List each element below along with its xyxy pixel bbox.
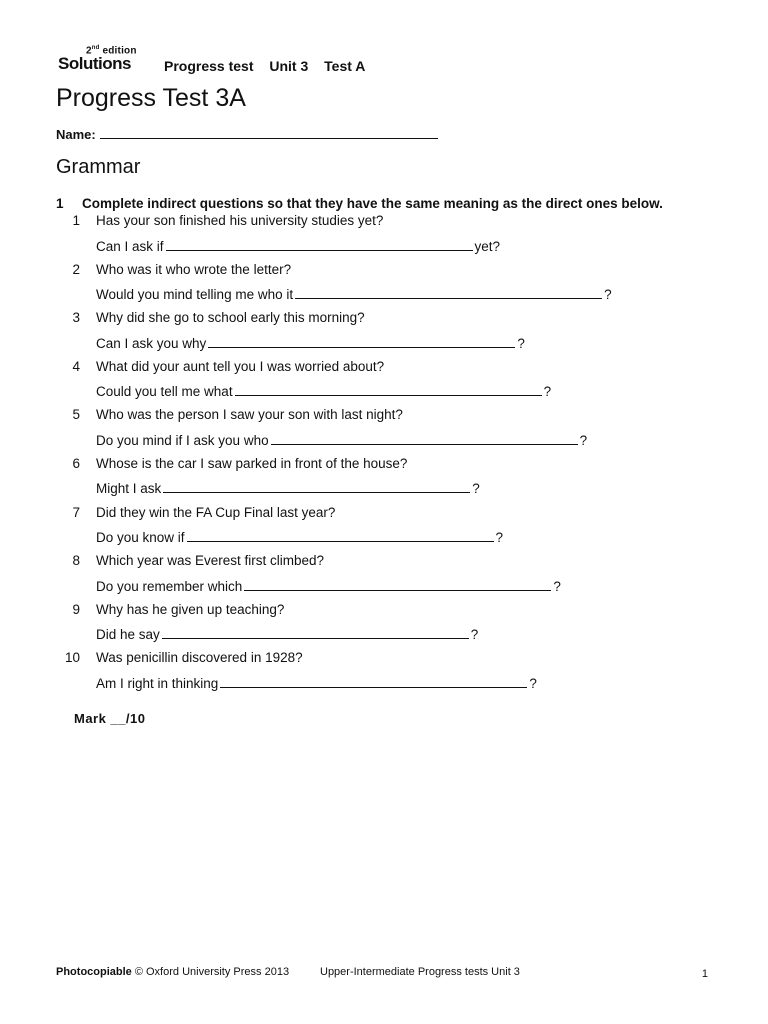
- answer-prefix: Can I ask you why: [96, 335, 207, 351]
- answer-blank[interactable]: [163, 480, 470, 493]
- header-item-test: Test A: [324, 58, 366, 74]
- answer-line: [96, 432, 587, 448]
- name-label: Name:: [56, 127, 96, 142]
- answer-blank[interactable]: [166, 238, 473, 251]
- answer-line: [96, 578, 561, 594]
- answer-line: [96, 238, 500, 254]
- question-number: 3: [72, 310, 80, 326]
- answer-suffix: ?: [604, 287, 612, 303]
- edition-word: edition: [102, 45, 137, 57]
- page-title: Progress Test 3A: [56, 84, 246, 112]
- direct-question: Whose is the car I saw parked in front of the house?: [96, 455, 408, 471]
- question-list: [0, 213, 768, 699]
- answer-prefix: Can I ask if: [96, 238, 164, 254]
- mark-score: Mark __/10: [74, 711, 146, 726]
- answer-line: [96, 480, 480, 496]
- question-item: [0, 213, 768, 262]
- answer-line: [96, 529, 503, 545]
- answer-prefix: Did he say: [96, 627, 160, 643]
- name-blank[interactable]: [100, 126, 438, 139]
- answer-suffix: ?: [472, 481, 480, 497]
- answer-suffix: ?: [543, 384, 552, 400]
- footer-copyright: [56, 966, 289, 978]
- direct-question: Did they win the FA Cup Final last year?: [96, 504, 336, 520]
- question-number: 10: [64, 650, 80, 666]
- direct-question: Has your son finished his university studies yet?: [96, 213, 384, 228]
- answer-blank[interactable]: [208, 335, 515, 348]
- page-number: 1: [701, 968, 708, 980]
- answer-prefix: Am I right in thinking: [96, 675, 219, 691]
- question-item: [0, 407, 768, 456]
- header-item-unit: Unit 3: [269, 58, 309, 74]
- answer-suffix: ?: [470, 627, 479, 643]
- answer-prefix: Might I ask: [96, 481, 162, 497]
- direct-question: What did your aunt tell you I was worried about?: [96, 358, 385, 374]
- footer-course: Upper-Intermediate Progress tests Unit 3: [320, 966, 520, 978]
- answer-suffix: ?: [579, 432, 588, 448]
- answer-prefix: Do you mind if I ask you who: [96, 432, 269, 448]
- section-title: Grammar: [56, 156, 141, 178]
- answer-prefix: Would you mind telling me who it: [96, 287, 294, 303]
- direct-question: Why did she go to school early this morning?: [96, 310, 365, 326]
- answer-blank[interactable]: [162, 626, 469, 639]
- question-number: 6: [72, 455, 80, 471]
- header-item-progress-test: Progress test: [164, 58, 254, 74]
- question-item: [0, 310, 768, 359]
- answer-line: [96, 335, 525, 351]
- direct-question: Was penicillin discovered in 1928?: [96, 650, 303, 666]
- direct-question: Why has he given up teaching?: [96, 601, 285, 617]
- answer-blank[interactable]: [295, 286, 602, 299]
- answer-line: [96, 675, 537, 691]
- answer-line: [96, 286, 612, 302]
- answer-prefix: Could you tell me what: [96, 384, 233, 400]
- question-item: [0, 602, 768, 651]
- edition-number: 2: [86, 45, 92, 57]
- answer-blank[interactable]: [235, 383, 542, 396]
- logo-name: Solutions: [58, 54, 131, 73]
- answer-blank[interactable]: [187, 529, 494, 542]
- answer-suffix: ?: [529, 675, 537, 691]
- page-footer: [56, 966, 708, 978]
- direct-question: Who was the person I saw your son with last night?: [96, 407, 403, 423]
- question-item: [0, 456, 768, 505]
- solutions-logo: [58, 44, 148, 74]
- direct-question: Which year was Everest first climbed?: [96, 553, 325, 569]
- exercise-number: 1: [56, 196, 64, 211]
- answer-blank[interactable]: [244, 578, 551, 591]
- question-number: 8: [72, 553, 80, 569]
- answer-blank[interactable]: [271, 432, 578, 445]
- question-item: [0, 262, 768, 311]
- question-item: [0, 650, 768, 699]
- question-item: [0, 505, 768, 554]
- question-item: [0, 553, 768, 602]
- edition-suffix: nd: [91, 45, 100, 51]
- name-field[interactable]: [56, 126, 438, 142]
- direct-question: Who was it who wrote the letter?: [96, 261, 292, 277]
- answer-blank[interactable]: [220, 675, 527, 688]
- answer-prefix: Do you remember which: [96, 578, 243, 594]
- question-number: 2: [72, 261, 80, 277]
- question-number: 4: [72, 358, 80, 374]
- answer-line: [96, 626, 478, 642]
- answer-suffix: ?: [553, 578, 561, 594]
- answer-suffix: ?: [517, 335, 525, 351]
- photocopiable-label: Photocopiable: [56, 966, 132, 978]
- question-number: 9: [72, 601, 80, 617]
- copyright-text: © Oxford University Press 2013: [134, 966, 290, 978]
- question-item: [0, 359, 768, 408]
- question-number: 7: [72, 504, 80, 520]
- question-number: 5: [72, 407, 80, 423]
- instruction-text: Complete indirect questions so that they have the same meaning as the direct ones below.: [82, 196, 663, 211]
- header-breadcrumb: [164, 58, 377, 74]
- answer-prefix: Do you know if: [96, 530, 185, 546]
- answer-line: [96, 383, 551, 399]
- question-number: 1: [72, 213, 80, 228]
- answer-suffix: ?: [495, 530, 504, 546]
- answer-suffix: yet?: [474, 238, 501, 254]
